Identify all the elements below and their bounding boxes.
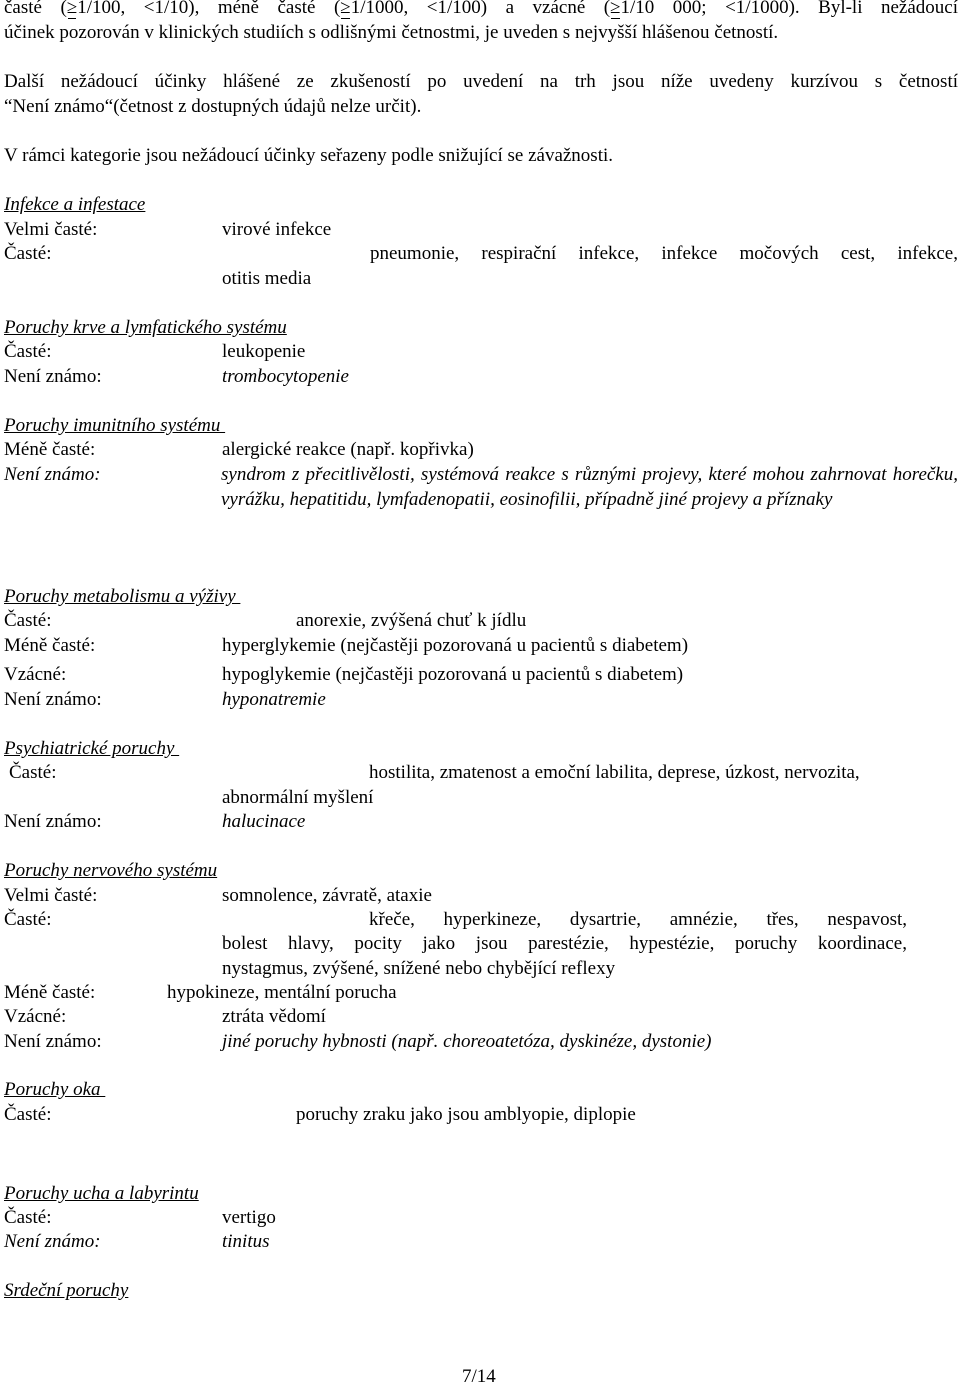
frequency-label: Není známo: — [4, 1231, 101, 1252]
effect-value: vertigo — [222, 1207, 276, 1228]
ge-symbol: ≥ — [340, 0, 350, 21]
frequency-label: Časté: — [4, 610, 52, 631]
frequency-label: Není známo: — [4, 811, 102, 832]
ge-symbol: ≥ — [610, 0, 620, 21]
frequency-label: Méně časté: — [4, 982, 96, 1003]
frequency-label: Není známo: — [4, 689, 102, 710]
frequency-label: Velmi časté: — [4, 219, 98, 240]
ge-symbol: ≥ — [67, 0, 77, 21]
section-heading-cardiac: Srdeční poruchy — [4, 1280, 129, 1301]
effect-value-continued: nystagmus, zvýšené, snížené nebo chybějící reflexy — [222, 958, 616, 979]
frequency-label: Není známo: — [4, 464, 101, 485]
effect-value: anorexie, zvýšená chuť k jídlu — [296, 610, 527, 631]
effect-value: hyperglykemie (nejčastěji pozorovaná u pacientů s diabetem) — [222, 635, 689, 656]
effect-value: somnolence, závratě, ataxie — [222, 885, 432, 906]
frequency-label: Časté: — [4, 243, 52, 264]
frequency-label: Časté: — [9, 762, 57, 783]
effect-value: jiné poruchy hybnosti (např. choreoatetóza, dyskinéze, dystonie) — [222, 1031, 712, 1052]
frequency-label: Vzácné: — [4, 1006, 67, 1027]
effect-value: alergické reakce (např. kopřivka) — [222, 439, 474, 460]
paragraph-ordering: V rámci kategorie jsou nežádoucí účinky seřazeny podle snižující se závažnosti. — [4, 145, 614, 166]
section-heading-nervous: Poruchy nervového systému — [4, 860, 218, 881]
effect-value: halucinace — [222, 811, 306, 832]
frequency-label: Méně časté: — [4, 439, 96, 460]
effect-value: tinitus — [222, 1231, 270, 1252]
section-heading-infections: Infekce a infestace — [4, 194, 146, 215]
frequency-label: Není známo: — [4, 366, 102, 387]
frequency-label: Časté: — [4, 1104, 52, 1125]
effect-value: syndrom z přecitlivělosti, systémová reakce s různými projevy, které mohou zahrnovat horečku, vyrážku, hepatitidu, lymfadenopatii, eosinofilii, případně jiné projevy a příznaky — [221, 464, 958, 510]
intro-line-2: účinek pozorován v klinických studiích s odlišnými četnostmi, je uveden s nejvyšší hlášenou četností. — [4, 22, 779, 43]
frequency-label: Není známo: — [4, 1031, 102, 1052]
frequency-label: Velmi časté: — [4, 885, 98, 906]
paragraph-postmarketing-line-2: “Není známo“(četnost z dostupných údajů nelze určit). — [4, 96, 422, 117]
frequency-label: Vzácné: — [4, 664, 67, 685]
frequency-label: Časté: — [4, 1207, 52, 1228]
section-heading-metabolism: Poruchy metabolismu a výživy — [4, 586, 241, 607]
frequency-label: Časté: — [4, 909, 52, 930]
effect-value-continued: bolest hlavy, pocity jako jsou parestézie, hypestézie, poruchy koordinace, — [222, 933, 907, 954]
frequency-label: Časté: — [4, 341, 52, 362]
page-number: 7/14 — [462, 1366, 496, 1387]
effect-value: ztráta vědomí — [222, 1006, 326, 1027]
effect-value: hostilita, zmatenost a emoční labilita, deprese, úzkost, nervozita, — [369, 762, 860, 783]
section-heading-blood: Poruchy krve a lymfatického systému — [4, 317, 287, 338]
section-heading-immune: Poruchy imunitního systému — [4, 415, 226, 436]
effect-value-continued: abnormální myšlení — [222, 787, 374, 808]
effect-value: virové infekce — [222, 219, 332, 240]
section-heading-eye: Poruchy oka — [4, 1079, 106, 1100]
effect-value: pneumonie, respirační infekce, infekce močových cest, infekce, — [370, 243, 958, 264]
intro-line-1: časté (≥1/100, <1/10), méně časté (≥1/1000, <1/100) a vzácné (≥1/10 000; <1/1000). Byl-li nežádoucí — [4, 0, 958, 21]
effect-value: poruchy zraku jako jsou amblyopie, diplopie — [296, 1104, 636, 1125]
effect-value: trombocytopenie — [222, 366, 349, 387]
effect-value: hypokineze, mentální porucha — [167, 982, 397, 1003]
section-heading-psychiatric: Psychiatrické poruchy — [4, 738, 180, 759]
frequency-label: Méně časté: — [4, 635, 96, 656]
effect-value-continued: otitis media — [222, 268, 312, 289]
paragraph-postmarketing-line-1: Další nežádoucí účinky hlášené ze zkušeností po uvedení na trh jsou níže uvedeny kurzívou s četností — [4, 71, 958, 92]
effect-value: hyponatremie — [222, 689, 326, 710]
effect-value: hypoglykemie (nejčastěji pozorovaná u pacientů s diabetem) — [222, 664, 684, 685]
effect-value: leukopenie — [222, 341, 306, 362]
section-heading-ear: Poruchy ucha a labyrintu — [4, 1183, 199, 1204]
effect-value: křeče, hyperkineze, dysartrie, amnézie, třes, nespavost, — [369, 909, 907, 930]
